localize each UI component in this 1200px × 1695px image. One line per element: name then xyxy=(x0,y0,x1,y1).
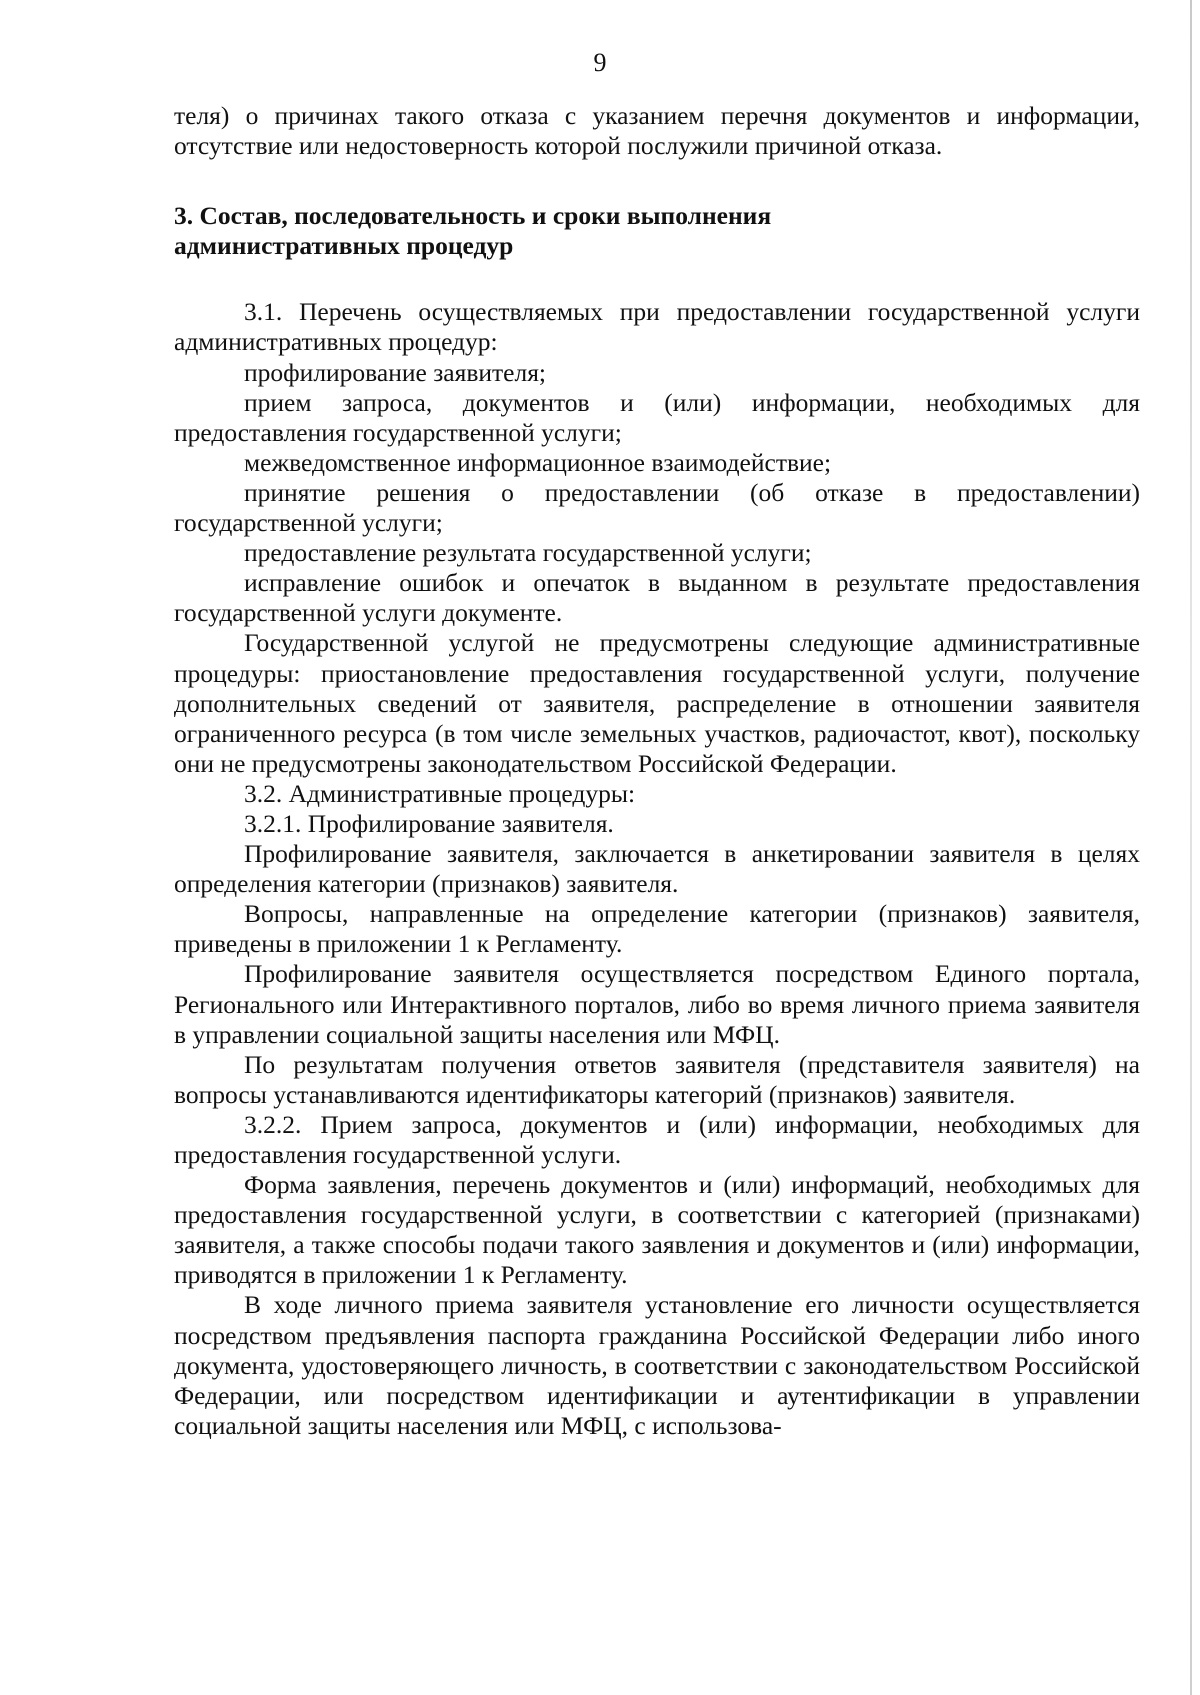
paragraph: В ходе личного приема заявителя установление его личности осуществляется посредством предъявления паспорта гражданина Российской Федерации либо иного документа, удостоверяющего личность, в соответствии с законодательством Российской Федерации, или посредством идентификации и аутентификации в управлении социальной защиты населения или МФЦ, с использова- xyxy=(174,1290,1140,1440)
section-heading xyxy=(174,201,1140,261)
paragraph: Вопросы, направленные на определение категории (признаков) заявителя, приведены в приложении 1 к Регламенту. xyxy=(174,899,1140,959)
list-item: принятие решения о предоставлении (об отказе в предоставлении) государственной услуги; xyxy=(174,477,1140,538)
paragraph: Профилирование заявителя осуществляется посредством Единого портала, Регионального или Интерактивного порталов, либо во время личного приема заявителя в управлении социальной защиты населения или МФЦ. xyxy=(174,959,1140,1049)
list-item: предоставление результата государственной услуги; xyxy=(244,538,812,568)
paragraph-3-2-1: 3.2.1. Профилирование заявителя. xyxy=(244,808,614,838)
paragraph-3-2-2: 3.2.2. Прием запроса, документов и (или) информации, необходимых для предоставления государственной услуги. xyxy=(174,1109,1140,1169)
lead-paragraph: теля) о причинах такого отказа с указанием перечня документов и информации, отсутствие или недостоверность которой послужили причиной отказа. xyxy=(174,101,1140,161)
paragraph: Форма заявления, перечень документов и (или) информаций, необходимых для предоставления государственной услуги, в соответствии с категорией (признаками) заявителя, а также способы подачи такого заявления и документов и (или) информации, приводятся в приложении 1 к Регламенту. xyxy=(174,1170,1140,1290)
paragraph: По результатам получения ответов заявителя (представителя заявителя) на вопросы устанавливаются идентификаторы категорий (признаков) заявителя. xyxy=(174,1049,1140,1109)
paragraph-3-1: 3.1. Перечень осуществляемых при предоставлении государственной услуги административных процедур: xyxy=(174,297,1140,357)
paragraph-3-2: 3.2. Административные процедуры: xyxy=(244,778,636,808)
paragraph: Государственной услугой не предусмотрены следующие административные процедуры: приостановление предоставления государственной услуги, получение дополнительных сведений от заявителя, распределение в отношении заявителя ограниченного ресурса (в том числе земельных участков, радиочастот, квот), поскольку они не предусмотрены законодательством Российской Федерации. xyxy=(174,628,1140,778)
page-number: 9 xyxy=(593,48,607,77)
list-item: профилирование заявителя; xyxy=(244,357,547,387)
list-item: исправление ошибок и опечаток в выданном в результате предоставления государственной услуги документе. xyxy=(174,568,1140,628)
list-item: межведомственное информационное взаимодействие; xyxy=(244,447,832,477)
section-heading-line-2: административных процедур xyxy=(174,231,514,261)
list-item: прием запроса, документов и (или) информации, необходимых для предоставления государственной услуги; xyxy=(174,387,1140,447)
scan-edge-mark xyxy=(1190,0,1192,1695)
section-heading-line-1: 3. Состав, последовательность и сроки выполнения xyxy=(174,201,772,231)
document-body xyxy=(174,101,1140,1441)
paragraph: Профилирование заявителя, заключается в анкетировании заявителя в целях определения категории (признаков) заявителя. xyxy=(174,839,1140,899)
